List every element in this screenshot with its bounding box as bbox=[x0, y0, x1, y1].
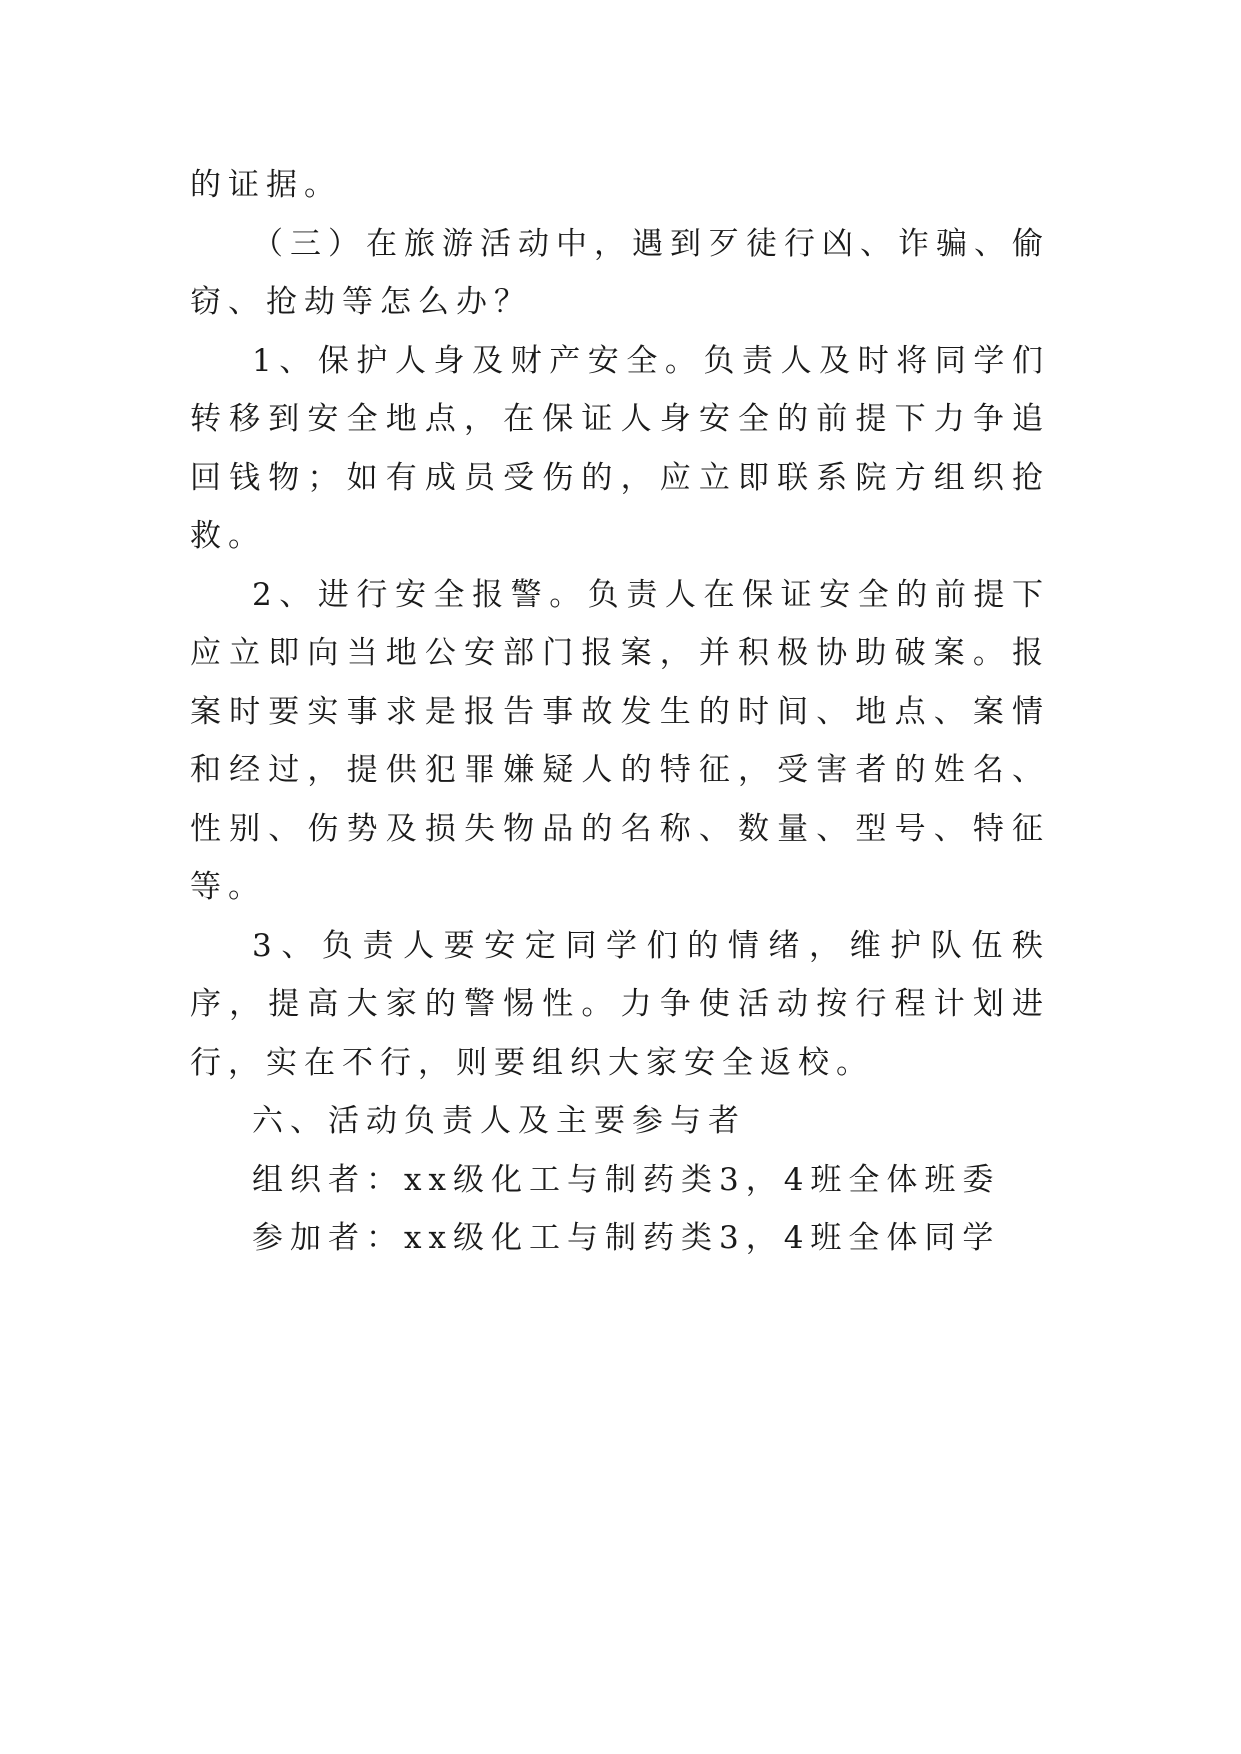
paragraph-item-1: 1、保护人身及财产安全。负责人及时将同学们转移到安全地点，在保证人身安全的前提下力争追回钱物；如有成员受伤的，应立即联系院方组织抢救。 bbox=[190, 342, 1050, 554]
section-heading-robbery: （三）在旅游活动中，遇到歹徒行凶、诈骗、偷窃、抢劫等怎么办？ bbox=[190, 225, 1050, 320]
paragraph-evidence-end: 的证据。 bbox=[190, 167, 342, 203]
section-heading-six: 六、活动负责人及主要参与者 bbox=[252, 1103, 746, 1139]
paragraph-item-2: 2、进行安全报警。负责人在保证安全的前提下应立即向当地公安部门报案，并积极协助破案。报案时要实事求是报告事故发生的时间、地点、案情和经过，提供犯罪嫌疑人的特征，受害者的姓名、性别、伤势及损失物品的名称、数量、型号、特征等。 bbox=[190, 576, 1050, 905]
document-body bbox=[190, 156, 1050, 1268]
participants-line: 参加者：xx级化工与制药类3，4班全体同学 bbox=[252, 1220, 1001, 1256]
organizers-line: 组织者：xx级化工与制药类3，4班全体班委 bbox=[252, 1161, 1001, 1198]
paragraph-item-3: 3、负责人要安定同学们的情绪，维护队伍秩序，提高大家的警惕性。力争使活动按行程计划进行，实在不行，则要组织大家安全返校。 bbox=[190, 927, 1050, 1081]
